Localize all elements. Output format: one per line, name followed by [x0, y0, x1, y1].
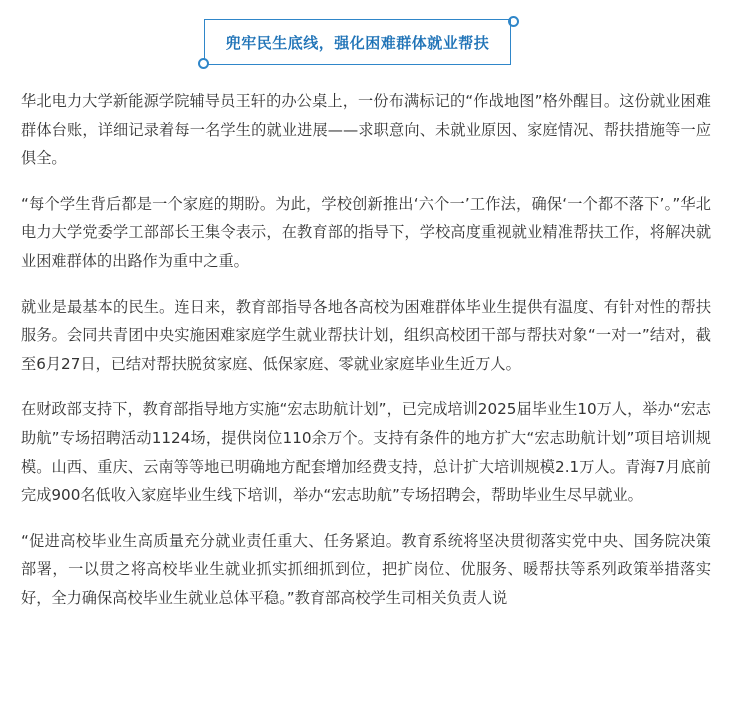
section-title: 兜牢民生底线，强化困难群体就业帮扶: [225, 33, 490, 52]
section-title-box: [204, 19, 511, 65]
article-paragraph-5: “促进高校毕业生高质量充分就业责任重大、任务紧迫。教育系统将坚决贯彻落实党中央、国务院决策部署，一以贯之将高校毕业生就业抓实抓细抓到位，把扩岗位、优服务、暖帮扶等系列政策举措落实好，全力确保高校毕业生就业总体平稳。”教育部高校学生司相关负责人说: [21, 531, 711, 607]
article-body: [21, 87, 711, 630]
article-paragraph-2: “每个学生背后都是一个家庭的期盼。为此，学校创新推出‘六个一’工作法，确保‘一个都不落下’。”华北电力大学党委学工部部长王集令表示，在教育部的指导下，学校高度重视就业精准帮扶工作，将解决就业困难群体的出路作为重中之重。: [21, 194, 711, 270]
title-ornament-bottom-left: [198, 58, 209, 69]
article-paragraph-4: 在财政部支持下，教育部指导地方实施“宏志助航计划”，已完成培训2025届毕业生10万人，举办“宏志助航”专场招聘活动1124场，提供岗位110余万个。支持有条件的地方扩大“宏志助航计划”项目培训规模。山西、重庆、云南等等地已明确地方配套增加经费支持，总计扩大培训规模2.1万人。青海7月底前完成900名低收入家庭毕业生线下培训，举办“宏志助航”专场招聘会，帮助毕业生尽早就业。: [21, 400, 711, 505]
article-paragraph-3: 就业是最基本的民生。连日来，教育部指导各地各高校为困难群体毕业生提供有温度、有针对性的帮扶服务。会同共青团中央实施困难家庭学生就业帮扶计划，组织高校团干部与帮扶对象“一对一”结对，截至6月27日，已结对帮扶脱贫家庭、低保家庭、零就业家庭毕业生近万人。: [21, 297, 711, 373]
article-paragraph-1: 华北电力大学新能源学院辅导员王轩的办公桌上，一份布满标记的“作战地图”格外醒目。这份就业困难群体台账，详细记录着每一名学生的就业进展——求职意向、未就业原因、家庭情况、帮扶措施等一应俱全。: [21, 92, 711, 168]
